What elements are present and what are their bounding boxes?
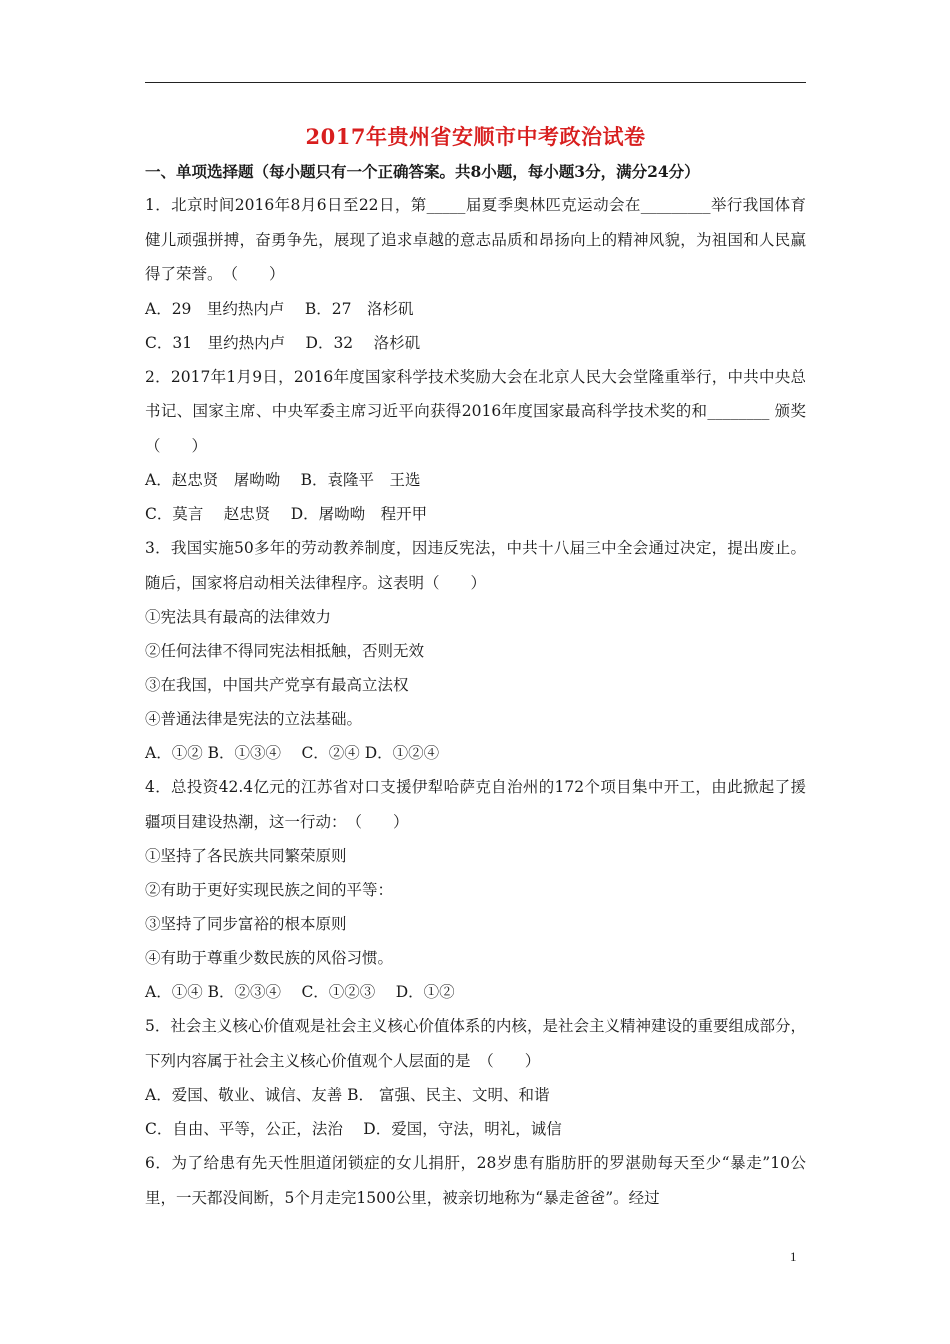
section-heading: 一、单项选择题（每小题只有一个正确答案。共8小题，每小题3分，满分24分）: [145, 162, 700, 181]
statement-line: ③坚持了同步富裕的根本原则: [145, 915, 347, 933]
statement-line: ①坚持了各民族共同繁荣原则: [145, 847, 347, 865]
option-line: C．自由、平等，公正，法治 D．爱国，守法，明礼，诚信: [145, 1120, 562, 1138]
option-line: C．31 里约热内卢 D．32 洛杉矶: [145, 333, 421, 352]
exam-content: [145, 120, 822, 1215]
statement-line: ②任何法律不得同宪法相抵触，否则无效: [145, 642, 425, 660]
option-line: C．莫言 赵忠贤 D．屠呦呦 程开甲: [145, 505, 428, 523]
question-stem: 4．总投资42.4亿元的江苏省对口支援伊犁哈萨克自治州的172个项目集中开工，由此掀起了援疆项目建设热潮，这一行动： （ ）: [145, 778, 806, 831]
option-line: A．爱国、敬业、诚信、友善 B． 富强、民主、文明、和谐: [145, 1086, 550, 1104]
option-line: A．29 里约热内卢 B．27 洛杉矶: [145, 299, 414, 318]
page-number: 1: [790, 1249, 797, 1264]
question-1: [145, 188, 806, 360]
statement-line: ③在我国，中国共产党享有最高立法权: [145, 676, 409, 694]
question-stem: 6．为了给患有先天性胆道闭锁症的女儿捐肝，28岁患有脂肪肝的罗湛勋每天至少“暴走”10公里，一天都没间断，5个月走完1500公里，被亲切地称为“暴走爸爸”。经过: [145, 1154, 806, 1207]
statement-line: ④有助于尊重少数民族的风俗习惯。: [145, 949, 394, 967]
question-stem: 1．北京时间2016年8月6日至22日，第_____届夏季奥林匹克运动会在_________举行我国体育健儿顽强拼搏，奋勇争先，展现了追求卓越的意志品质和昂扬向上的精神风貌，为祖国和人民赢得了荣誉。 （ ）: [145, 196, 806, 283]
question-6: [145, 1146, 806, 1215]
option-line: A．赵忠贤 屠呦呦 B．袁隆平 王选: [145, 471, 421, 489]
question-3: [145, 531, 806, 770]
page-title: 2017年贵州省安顺市中考政治试卷: [305, 124, 646, 149]
question-stem: 3．我国实施50多年的劳动教养制度，因违反宪法，中共十八届三中全会通过决定，提出废止。随后，国家将启动相关法律程序。这表明（ ）: [145, 539, 806, 592]
option-line: A．①② B．①③④ C．②④ D．①②④: [145, 744, 440, 762]
question-2: [145, 360, 822, 532]
statement-line: ④普通法律是宪法的立法基础。: [145, 710, 363, 728]
statement-line: ②有助于更好实现民族之间的平等：: [145, 881, 394, 899]
question-5: [145, 1009, 806, 1146]
question-4: [145, 770, 806, 1009]
option-line: A．①④ B．②③④ C．①②③ D．①②: [145, 983, 455, 1001]
header-rule: [145, 82, 806, 83]
statement-line: ①宪法具有最高的法律效力: [145, 608, 332, 626]
question-stem: 5．社会主义核心价值观是社会主义核心价值体系的内核，是社会主义精神建设的重要组成部分，下列内容属于社会主义核心价值观个人层面的是 （ ）: [145, 1017, 806, 1070]
question-stem: 2．2017年1月9日，2016年度国家科学技术奖励大会在北京人民大会堂隆重举行，中共中央总书记、国家主席、中央军委主席习近平向获得2016年度国家最高科学技术奖的和________ 颁奖 （ ）: [145, 367, 822, 455]
